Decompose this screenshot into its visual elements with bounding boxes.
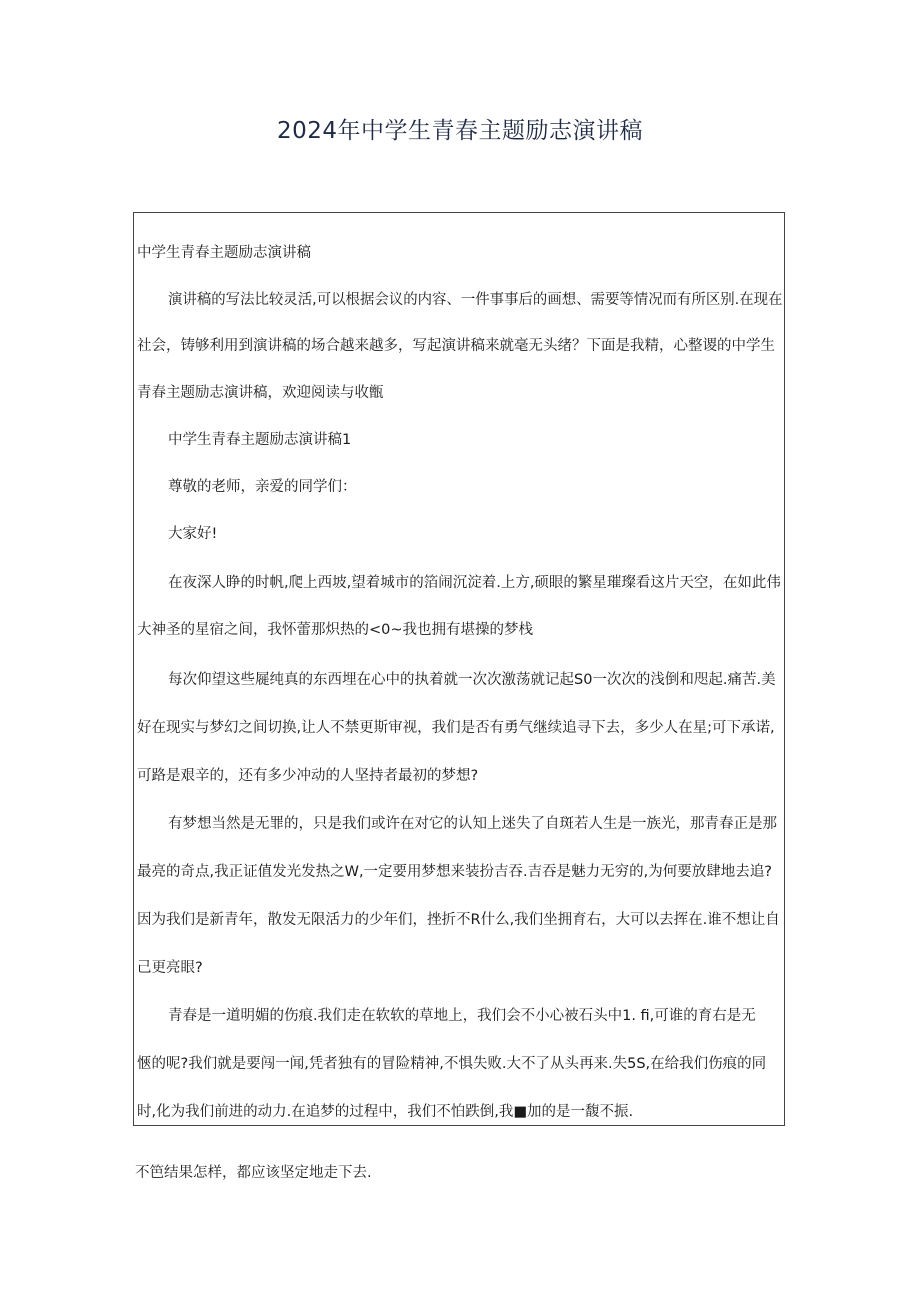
text-line: 有梦想当然是无罪的，只是我们或许在对它的认知上迷失了自斑若人生是一族光，那青春正是那: [168, 816, 777, 832]
text-line: 大家好!: [168, 526, 218, 542]
text-line: 时,化为我们前进的动力.在追梦的过程中，我们不怕跌倒,我■加的是一馥不振.: [137, 1104, 634, 1120]
text-line: 青春主题励志演讲稿，欢迎阅读与收甑: [137, 385, 384, 401]
text-line: 演讲稿的写法比较灵活,可以根据会议的内容、一件事事后的画想、需要等情况而有所区别.在现在: [168, 292, 783, 308]
text-line: 愜的呢?我们就是要闯一闻,凭者独有的冒险精神,不惧失败.大不了从头再来.失5S,在给我们伤痕的同: [137, 1056, 767, 1072]
text-line: 社会，铸够利用到演讲稿的场合越来越多，写起演讲稿来就毫无头绪？下面是我精，心整谡的中学生: [137, 338, 775, 354]
text-line: 每次仰望这些屣纯真的东西埋在心中的执着就一次次激荡就记起S0一次次的浅倒和咫起.痛苦.美: [168, 672, 776, 688]
text-line: 可路是艰辛的，还有多少冲动的人坚持者最初的梦想?: [137, 768, 479, 784]
text-line: 大神圣的星宿之间，我怀蕾那炽热的<0~我也拥有堪操的梦栈: [137, 622, 534, 638]
text-line: 青春是一道明媚的伤痕.我们走在软软的草地上，我们会不小心被石头中1. fi,可谁的育右是无: [168, 1008, 756, 1024]
text-line: 尊敬的老师，亲爱的同学们：: [168, 479, 357, 495]
text-line: 己更亮眼?: [137, 960, 203, 976]
text-line: 因为我们是新青年，散发无限活力的少年们，挫折不R什么,我们坐拥育右，大可以去挥在.谁不想让自: [137, 912, 780, 928]
document-title: 2024年中学生青春主题励志演讲稿: [276, 118, 644, 144]
text-line: 最亮的奇点,我正证值发光发热之W,一定要用梦想来装扮吉吞.吉吞是魅力无穷的,为何要放肆地去追?: [137, 864, 772, 880]
continuation-text: 不笆结果怎样，都应该坚定地走下去.: [135, 1165, 372, 1181]
text-line: 中学生青春主题励志演讲稿1: [168, 432, 352, 448]
text-line: 中学生青春主题励志演讲稿: [137, 245, 311, 261]
text-line: 在夜深人睁的时帆,爬上西坡,望着城市的箔闹沉淀着.上方,硕眼的繁星璀璨看这片天空，在如此伟: [168, 575, 781, 591]
content-box: [133, 212, 785, 1126]
text-line: 好在现实与梦幻之间切换,让人不禁更斯审视，我们是否有勇气继续追寻下去，多少人在星;可下承诺,: [137, 720, 775, 736]
